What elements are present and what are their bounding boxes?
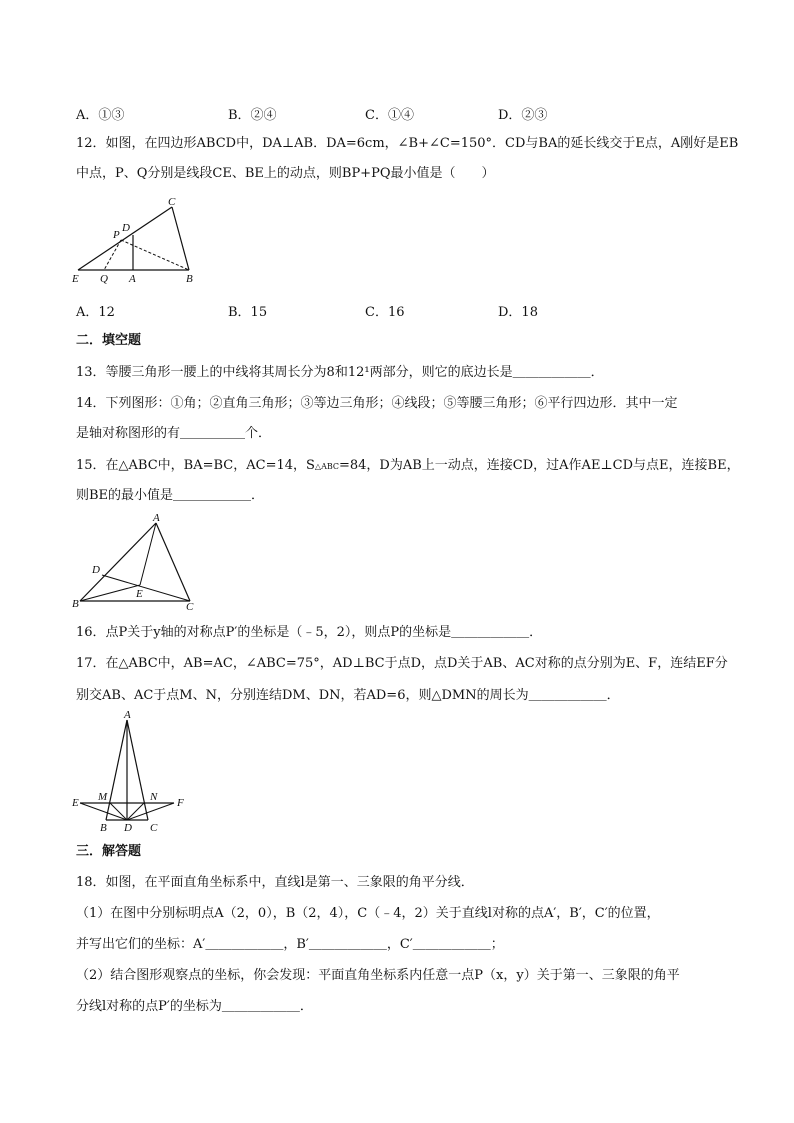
label-c: C bbox=[168, 196, 176, 208]
q12-option-d[interactable]: D．18 bbox=[498, 305, 538, 320]
q16-text: 16．点P关于y轴的对称点P′的坐标是（﹣5，2），则点P的坐标是＿＿＿＿＿＿． bbox=[76, 625, 543, 640]
q11-option-a[interactable]: A．①③ bbox=[76, 108, 125, 123]
q11-option-d[interactable]: D．②③ bbox=[498, 108, 548, 123]
segment-ab bbox=[80, 523, 156, 601]
segment-ac bbox=[127, 720, 148, 820]
segment-ae bbox=[140, 523, 156, 585]
label-a: A bbox=[153, 512, 160, 524]
q12-option-c[interactable]: C．16 bbox=[365, 305, 405, 320]
q15-text-line1-b: =84，D为AB上一动点，连接CD，过A作AE⊥CD与点E，连接BE， bbox=[339, 458, 740, 473]
segment-be bbox=[80, 585, 140, 601]
q15-text-line1 bbox=[76, 457, 740, 476]
label-e: E bbox=[72, 273, 79, 285]
q17-figure bbox=[70, 710, 200, 835]
label-f: F bbox=[177, 797, 184, 809]
segment-fd bbox=[127, 803, 174, 820]
segment-dc bbox=[102, 575, 190, 601]
segment-ec bbox=[78, 207, 172, 270]
q17-text-line2: 别交AB、AC于点M、N，分别连结DM、DN，若AD=6，则△DMN的周长为＿＿＿＿＿＿． bbox=[76, 688, 620, 703]
label-b: B bbox=[100, 822, 107, 834]
q15-figure bbox=[70, 513, 200, 613]
label-b: B bbox=[72, 598, 79, 610]
segment-pq-dashed bbox=[104, 240, 121, 270]
section-fill-in-title: 二．填空题 bbox=[76, 333, 142, 348]
q15-text-line1-a: 15．在△ABC中，BA=BC，AC=14，S bbox=[76, 458, 315, 473]
q15-subscript: △ABC bbox=[314, 462, 339, 471]
label-d: D bbox=[122, 222, 130, 234]
q18-text-line3: 并写出它们的坐标：A′＿＿＿＿＿＿，B′＿＿＿＿＿＿，C′＿＿＿＿＿＿； bbox=[76, 937, 504, 952]
q12-option-a[interactable]: A．12 bbox=[76, 305, 115, 320]
segment-pb-dashed bbox=[121, 240, 189, 270]
label-p: P bbox=[113, 229, 120, 241]
q12-options bbox=[76, 301, 696, 319]
q17-text-line1: 17．在△ABC中，AB=AC，∠ABC=75°，AD⊥BC于点D，点D关于AB、AC对称的点分别为E、F，连结EF分 bbox=[76, 656, 728, 671]
label-d: D bbox=[124, 822, 132, 834]
segment-cb bbox=[172, 207, 189, 270]
q18-text-line2: （1）在图中分别标明点A（2，0），B（2，4），C（﹣4，2）关于直线l对称的点A′，B′，C′的位置， bbox=[76, 906, 660, 921]
q12-text-line2: 中点，P、Q分别是线段CE、BE上的动点，则BP+PQ最小值是（ ） bbox=[76, 166, 495, 181]
label-n: N bbox=[150, 791, 158, 803]
q18-text-line1: 18．如图，在平面直角坐标系中，直线l是第一、三象限的角平分线． bbox=[76, 875, 474, 890]
segment-ac bbox=[156, 523, 190, 601]
section-answer-title: 三．解答题 bbox=[76, 844, 142, 859]
q12-figure bbox=[70, 195, 210, 285]
label-c: C bbox=[186, 601, 194, 613]
segment-ed bbox=[80, 803, 127, 820]
label-e: E bbox=[72, 797, 79, 809]
label-m: M bbox=[98, 791, 108, 803]
label-a: A bbox=[124, 709, 131, 721]
label-d: D bbox=[92, 564, 100, 576]
label-b: B bbox=[186, 273, 193, 285]
q14-text-line1: 14．下列图形：①角；②直角三角形；③等边三角形；④线段；⑤等腰三角形；⑥平行四边形．其中一定 bbox=[76, 396, 678, 411]
q11-option-b[interactable]: B．②④ bbox=[228, 108, 277, 123]
label-c: C bbox=[150, 822, 158, 834]
q11-options bbox=[76, 104, 696, 122]
q13-text: 13．等腰三角形一腰上的中线将其周长分为8和12¹两部分，则它的底边长是＿＿＿＿＿＿． bbox=[76, 365, 604, 380]
q18-text-line4: （2）结合图形观察点的坐标，你会发现：平面直角坐标系内任意一点P（x，y）关于第一、三象限的角平 bbox=[76, 968, 680, 983]
q12-option-b[interactable]: B．15 bbox=[228, 305, 268, 320]
q14-text-line2: 是轴对称图形的有＿＿＿＿＿个． bbox=[76, 426, 272, 441]
q12-text-line1: 12．如图，在四边形ABCD中，DA⊥AB．DA=6cm，∠B+∠C=150°．CD与BA的延长线交于E点，A刚好是EB bbox=[76, 136, 739, 151]
q11-option-c[interactable]: C．①④ bbox=[365, 108, 414, 123]
segment-ab bbox=[106, 720, 127, 820]
label-q: Q bbox=[100, 273, 108, 285]
q15-text-line2: 则BE的最小值是＿＿＿＿＿＿． bbox=[76, 488, 265, 503]
label-e: E bbox=[136, 588, 143, 600]
q18-text-line5: 分线l对称的点P′的坐标为＿＿＿＿＿＿． bbox=[76, 999, 313, 1014]
label-a: A bbox=[129, 273, 136, 285]
